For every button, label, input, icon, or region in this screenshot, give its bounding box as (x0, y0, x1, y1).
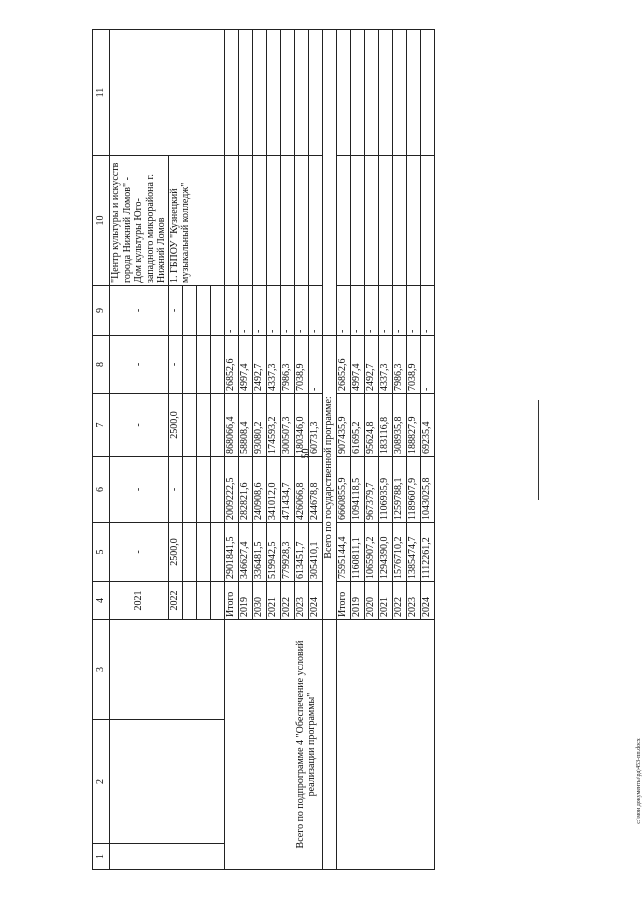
column-number: 2 (93, 720, 110, 844)
blank-cell (210, 523, 224, 582)
value-cell: - (336, 286, 350, 336)
blank-cell (182, 394, 196, 457)
blank-cell (210, 286, 224, 336)
value-cell: 1576710,2 (392, 523, 406, 582)
table-row (336, 30, 350, 870)
value-cell: - (420, 286, 434, 336)
value-cell: 471434,7 (280, 457, 294, 523)
footnote-rule (538, 400, 539, 500)
value-cell: 2500,0 (168, 523, 182, 582)
value-cell: - (364, 286, 378, 336)
value-cell: - (294, 286, 308, 336)
value-cell: 1065907,2 (364, 523, 378, 582)
column-number: 8 (93, 336, 110, 394)
blank-cell (196, 582, 210, 620)
blank-cell (322, 30, 336, 336)
blank-cell (252, 156, 266, 286)
blank-cell (406, 156, 420, 286)
value-cell: 907435,9 (336, 394, 350, 457)
value-cell: 7986,3 (392, 336, 406, 394)
blank-cell (406, 30, 420, 156)
budget-table (92, 29, 435, 870)
value-cell: 183116,8 (378, 394, 392, 457)
organization-name: "Центр культуры и искусств города Нижний Ломов" - Дом культуры Юго-западного микрорайона г. Нижний Ломов (110, 156, 169, 286)
value-cell: - (168, 457, 182, 523)
column-number: 7 (93, 394, 110, 457)
blank-cell (210, 336, 224, 394)
blank-cell (378, 30, 392, 156)
value-cell: 58808,4 (238, 394, 252, 457)
blank-cell (110, 720, 225, 844)
value-cell: 1112261,2 (420, 523, 434, 582)
year-cell: 2019 (350, 582, 364, 620)
blank-cell (364, 156, 378, 286)
value-cell: 180346,0 (294, 394, 308, 457)
blank-cell (280, 156, 294, 286)
year-cell: 2030 (252, 582, 266, 620)
value-cell: - (350, 286, 364, 336)
value-cell: 174593,2 (266, 394, 280, 457)
blank-cell (110, 844, 225, 870)
value-cell: - (168, 286, 182, 336)
blank-cell (182, 286, 196, 336)
column-number: 10 (93, 156, 110, 286)
value-cell: 60731,3 (308, 394, 322, 457)
value-cell: 1094118,5 (350, 457, 364, 523)
value-cell: 244678,8 (308, 457, 322, 523)
blank-cell (420, 156, 434, 286)
year-cell: Итого (336, 582, 350, 620)
blank-cell (280, 30, 294, 156)
value-cell: 305410,1 (308, 523, 322, 582)
value-cell: 519942,5 (266, 523, 280, 582)
blank-cell (308, 30, 322, 156)
value-cell: 7038,9 (406, 336, 420, 394)
column-number: 4 (93, 582, 110, 620)
value-cell: - (392, 286, 406, 336)
value-cell: - (378, 286, 392, 336)
value-cell: 868066,4 (224, 394, 238, 457)
blank-cell (266, 156, 280, 286)
value-cell: - (308, 286, 322, 336)
value-cell: 4997,4 (238, 336, 252, 394)
blank-cell (196, 336, 210, 394)
table-row (224, 30, 238, 870)
column-number: 1 (93, 844, 110, 870)
value-cell: - (280, 286, 294, 336)
column-number: 6 (93, 457, 110, 523)
year-cell: 2023 (406, 582, 420, 620)
value-cell: - (110, 523, 169, 582)
blank-cell (110, 620, 225, 720)
value-cell: 613451,7 (294, 523, 308, 582)
blank-cell (224, 30, 238, 156)
value-cell: - (110, 286, 169, 336)
blank-cell (182, 523, 196, 582)
blank-cell (182, 457, 196, 523)
file-path-footer: c:\мои документы\рд\453-пп.docx (635, 738, 642, 824)
value-cell: 1043025,8 (420, 457, 434, 523)
year-cell: 2021 (378, 582, 392, 620)
blank-cell (364, 30, 378, 156)
value-cell: - (420, 336, 434, 394)
blank-cell (294, 30, 308, 156)
value-cell: 2009222,5 (224, 457, 238, 523)
value-cell: - (308, 336, 322, 394)
value-cell: 1106935,9 (378, 457, 392, 523)
program-title-row (322, 30, 336, 870)
blank-cell (420, 30, 434, 156)
year-cell: 2022 (392, 582, 406, 620)
value-cell: - (110, 457, 169, 523)
value-cell: 26852,6 (224, 336, 238, 394)
value-cell: - (406, 286, 420, 336)
blank-cell (336, 30, 350, 156)
value-cell: 426066,8 (294, 457, 308, 523)
value-cell: 1259788,1 (392, 457, 406, 523)
blank-cell (196, 394, 210, 457)
value-cell: 7595144,4 (336, 523, 350, 582)
table-row (110, 30, 169, 870)
value-cell: 4337,3 (378, 336, 392, 394)
year-cell: 2024 (308, 582, 322, 620)
value-cell: 7986,3 (280, 336, 294, 394)
value-cell: 188827,9 (406, 394, 420, 457)
value-cell: 308935,8 (392, 394, 406, 457)
blank-cell (392, 156, 406, 286)
blank-cell (196, 523, 210, 582)
blank-cell (238, 30, 252, 156)
value-cell: 967379,7 (364, 457, 378, 523)
year-cell: 2020 (364, 582, 378, 620)
value-cell: 93080,2 (252, 394, 266, 457)
value-cell: 61695,2 (350, 394, 364, 457)
value-cell: 4997,4 (350, 336, 364, 394)
year-cell: Итого (224, 582, 238, 620)
blank-cell (252, 30, 266, 156)
column-number: 5 (93, 523, 110, 582)
value-cell: 1294390,0 (378, 523, 392, 582)
value-cell: - (252, 286, 266, 336)
blank-cell (196, 286, 210, 336)
year-cell: 2022 (280, 582, 294, 620)
year-cell: 2021 (110, 582, 169, 620)
value-cell: 240908,6 (252, 457, 266, 523)
value-cell: 7038,9 (294, 336, 308, 394)
blank-cell (350, 30, 364, 156)
page-number: 50 (300, 448, 312, 459)
column-number: 9 (93, 286, 110, 336)
value-cell: 1189607,9 (406, 457, 420, 523)
value-cell: 1160811,1 (350, 523, 364, 582)
blank-cell (336, 620, 434, 870)
blank-cell (322, 620, 336, 870)
blank-cell (392, 30, 406, 156)
value-cell: - (110, 336, 169, 394)
value-cell: 341012,0 (266, 457, 280, 523)
blank-cell (308, 156, 322, 286)
budget-table-rotated (92, 30, 488, 870)
value-cell: 346627,4 (238, 523, 252, 582)
year-cell: 2023 (294, 582, 308, 620)
value-cell: - (168, 336, 182, 394)
value-cell: 282821,6 (238, 457, 252, 523)
blank-cell (378, 156, 392, 286)
value-cell: 2500,0 (168, 394, 182, 457)
value-cell: 300507,3 (280, 394, 294, 457)
blank-cell (210, 394, 224, 457)
value-cell: 779928,3 (280, 523, 294, 582)
value-cell: 2492,7 (252, 336, 266, 394)
value-cell: 2492,7 (364, 336, 378, 394)
year-cell: 2024 (420, 582, 434, 620)
blank-cell (110, 30, 225, 156)
subprogram-title: Всего по подпрограмме 4 "Обеспечение условий реализации программы" (224, 620, 322, 870)
blank-cell (210, 457, 224, 523)
column-number: 3 (93, 620, 110, 720)
blank-cell (238, 156, 252, 286)
year-cell: 2021 (266, 582, 280, 620)
column-number: 11 (93, 30, 110, 156)
blank-cell (210, 582, 224, 620)
value-cell: - (224, 286, 238, 336)
value-cell: - (238, 286, 252, 336)
blank-cell (336, 156, 350, 286)
value-cell: 2901841,5 (224, 523, 238, 582)
blank-cell (182, 336, 196, 394)
value-cell: 336481,5 (252, 523, 266, 582)
organization-name: 1. ГБПОУ "Кузнецкий музыкальный колледж" (168, 156, 224, 286)
year-cell: 2022 (168, 582, 182, 620)
year-cell: 2019 (238, 582, 252, 620)
value-cell: - (110, 394, 169, 457)
blank-cell (182, 582, 196, 620)
blank-cell (294, 156, 308, 286)
value-cell: 4337,3 (266, 336, 280, 394)
value-cell: 6660855,9 (336, 457, 350, 523)
value-cell: 69235,4 (420, 394, 434, 457)
value-cell: - (266, 286, 280, 336)
program-title: Всего по государственной программе: (322, 336, 336, 620)
blank-cell (224, 156, 238, 286)
value-cell: 26852,6 (336, 336, 350, 394)
value-cell: 1385474,7 (406, 523, 420, 582)
blank-cell (266, 30, 280, 156)
value-cell: 95624,8 (364, 394, 378, 457)
column-number-row (93, 30, 110, 870)
blank-cell (350, 156, 364, 286)
blank-cell (196, 457, 210, 523)
